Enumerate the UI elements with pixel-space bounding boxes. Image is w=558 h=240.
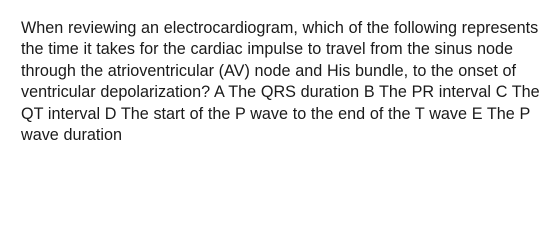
question-text: When reviewing an electrocardiogram, which of the following represents the time it takes for the cardiac impulse to travel from the sinus node through the atrioventricular (AV) node and His bundle, to the onset of ventricular depolarization? A The QRS duration B The PR interval C The QT interval D The start of the P wave to the end of the T wave E The P wave duration	[21, 19, 540, 145]
